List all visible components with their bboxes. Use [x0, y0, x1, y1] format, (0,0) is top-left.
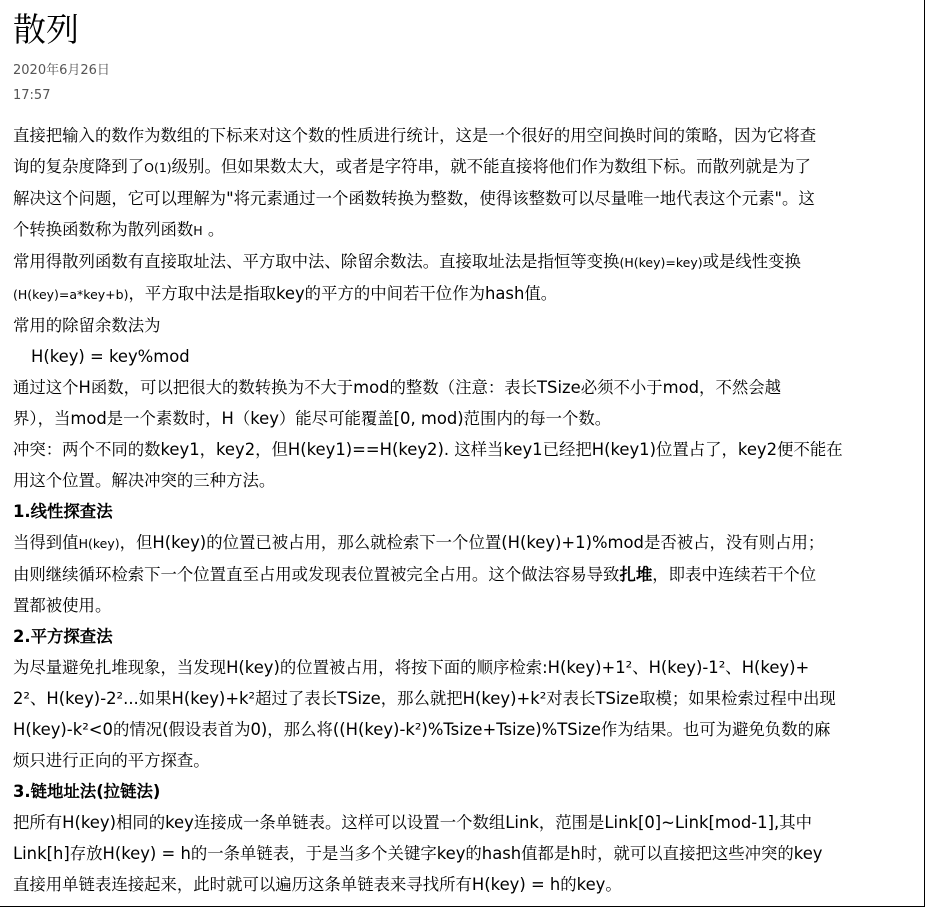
note-time: 17:57	[13, 88, 51, 103]
text-segment: 询的复杂度降到了	[13, 157, 145, 176]
text-line: 把所有H(key)相同的key连接成一条单链表。这样可以设置一个数组Link，范围是Link[0]~Link[mod-1],其中	[13, 813, 812, 832]
paragraph-collision	[13, 434, 915, 496]
section-heading-quadratic-probing: 2.平方探查法	[13, 627, 113, 646]
page-title: 散列	[13, 10, 79, 49]
text-segment: O(1)	[144, 160, 172, 175]
text-line: 常用的除留余数法为	[13, 316, 161, 335]
text-segment: (H(key)=a*key+b)	[13, 287, 129, 302]
text-segment: ，即表中连续若干个位	[652, 565, 817, 584]
text-line: 烦只进行正向的平方探查。	[13, 751, 210, 770]
text-line	[13, 527, 915, 559]
note-body	[13, 120, 915, 900]
text-segment: ，但H(key)的位置已被占用，那么就检索下一个位置(H(key)+1)%mod是否被占，没有则占用；	[119, 533, 825, 552]
paragraph-intro	[13, 120, 915, 246]
text-line	[13, 246, 915, 278]
text-segment: 常用得散列函数有直接取址法、平方取中法、除留余数法。直接取址法是指恒等变换	[13, 252, 620, 271]
section-heading-linear-probing: 1.线性探查法	[13, 502, 113, 521]
formula: H(key) = key%mod	[31, 347, 190, 366]
text-segment: ，平方取中法是指取key的平方的中间若干位作为hash值。	[128, 284, 558, 303]
text-segment: 或是线性变换	[702, 252, 801, 271]
text-line: Link[h]存放H(key) = h的一条单链表，于是当多个关键字key的hash值都是h时，就可以直接把这些冲突的key	[13, 844, 823, 863]
paragraph-linear-probing	[13, 527, 915, 621]
section-heading-chaining: 3.链地址法(拉链法)	[13, 782, 161, 801]
text-line	[13, 278, 915, 310]
text-line	[13, 559, 915, 590]
paragraph-hash-functions	[13, 246, 915, 310]
text-line: H(key)-k²<0的情况(假设表首为0)，那么将((H(key)-k²)%Tsize+Tsize)%TSize作为结果。也可为避免负数的麻	[13, 720, 831, 739]
text-line: 解决这个问题，它可以理解为"将元素通过一个函数转换为整数，使得该整数可以尽量唯一地代表这个元素"。这	[13, 189, 815, 208]
paragraph-chaining	[13, 807, 915, 900]
text-segment: 当得到值	[13, 533, 79, 552]
text-line: 2²、H(key)-2²...如果H(key)+k²超过了表长TSize，那么就把H(key)+k²对表长TSize取模；如果检索过程中出现	[13, 689, 836, 708]
text-line: 通过这个H函数，可以把很大的数转换为不大于mod的整数（注意：表长TSize必须不小于mod，不然会越	[13, 378, 782, 397]
text-line: 冲突：两个不同的数key1，key2，但H(key1)==H(key2). 这样当key1已经把H(key1)位置占了，key2便不能在	[13, 440, 843, 459]
text-line: 直接把输入的数作为数组的下标来对这个数的性质进行统计，这是一个很好的用空间换时间的策略，因为它将查	[13, 126, 817, 145]
text-line: 置都被使用。	[13, 596, 112, 615]
text-segment: 。	[202, 220, 225, 239]
emphasis-text: 扎堆	[619, 565, 653, 584]
text-segment: H(key)	[78, 536, 120, 551]
text-segment: 由则继续循环检索下一个位置直至占用或发现表位置被完全占用。这个做法容易导致	[13, 565, 620, 584]
text-segment: H	[193, 223, 203, 238]
text-segment: 个转换函数称为散列函数	[13, 220, 194, 239]
text-line	[13, 214, 915, 246]
text-segment: (H(key)=key)	[619, 255, 703, 270]
note-date: 2020年6月26日	[13, 63, 110, 78]
text-line	[13, 151, 915, 183]
text-line: 直接用单链表连接起来，此时就可以遍历这条单链表来寻找所有H(key) = h的key。	[13, 875, 622, 894]
text-line: 用这个位置。解决冲突的三种方法。	[13, 471, 276, 490]
paragraph-mod	[13, 310, 915, 372]
text-line: 为尽量避免扎堆现象，当发现H(key)的位置被占用，将按下面的顺序检索:H(key)+1²、H(key)-1²、H(key)+	[13, 658, 810, 677]
text-segment: 级别。但如果数太大，或者是字符串，就不能直接将他们作为数组下标。而散列就是为了	[171, 157, 811, 176]
paragraph-mod-explain	[13, 372, 915, 434]
paragraph-quadratic-probing	[13, 652, 915, 776]
text-line: 界），当mod是一个素数时，H（key）能尽可能覆盖[0, mod)范围内的每一个数。	[13, 409, 612, 428]
